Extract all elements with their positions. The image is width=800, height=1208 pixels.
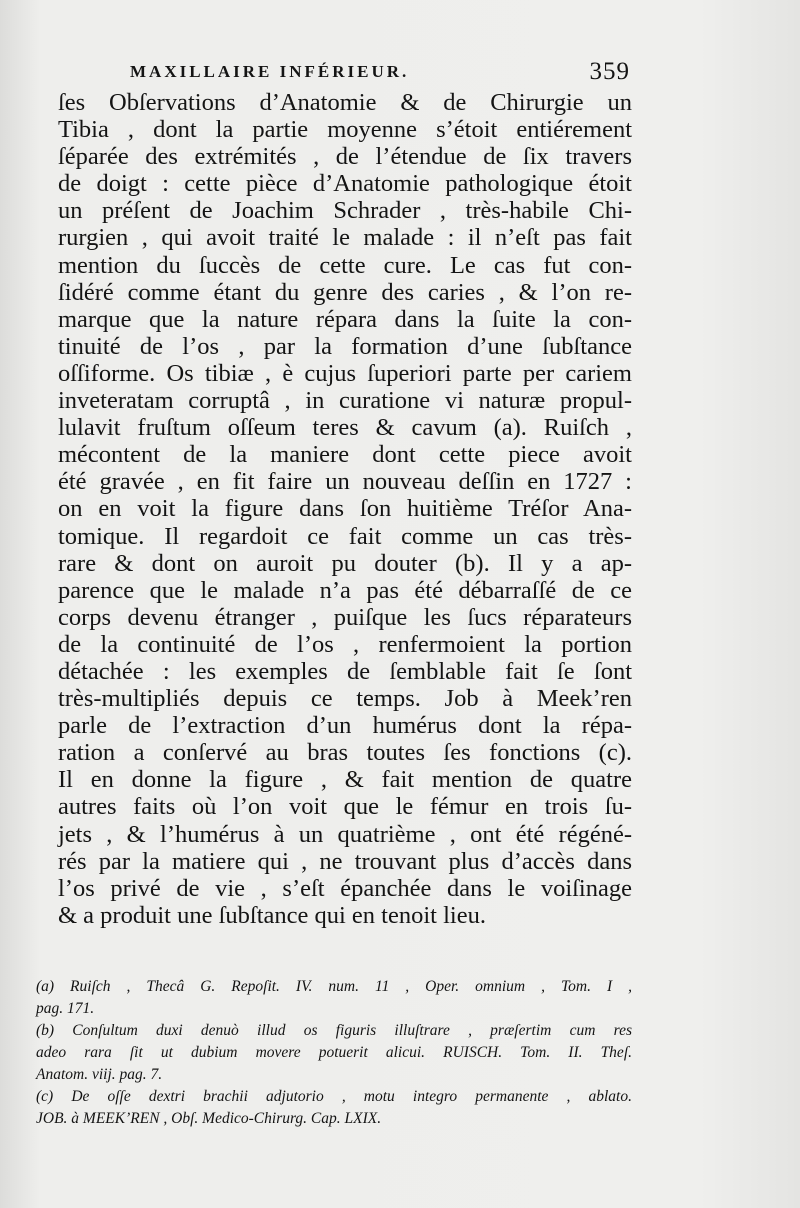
body-line: l’os privé de vie , s’eſt épanchée dans le voiſinage [58, 874, 632, 902]
body-line: de la continuité de l’os , renfermoient la portion [58, 630, 632, 658]
footnote-line: (b) Conſultum duxi denuò illud os figuris illuſtrare , præſertim cum res [36, 1022, 632, 1039]
footnote-line: (c) De oſſe dextri brachii adjutorio , motu integro permanente , ablato. [36, 1088, 632, 1105]
body-line: autres faits où l’on voit que le fémur en trois ſu- [58, 793, 632, 821]
page-number: 359 [589, 58, 630, 85]
body-line: de doigt : cette pièce d’Anatomie pathologique étoit [58, 170, 632, 198]
body-line: & a produit une ſubſtance qui en tenoit lieu. [58, 901, 486, 929]
body-line: mention du ſuccès de cette cure. Le cas fut con- [58, 251, 632, 279]
body-line: parle de l’extraction d’un humérus dont la répa- [58, 712, 632, 740]
body-line: marque que la nature répara dans la ſuite la con- [58, 305, 632, 333]
body-line: lulavit fruſtum oſſeum teres & cavum (a). Ruiſch , [58, 414, 632, 442]
body-line: tomique. Il regardoit ce fait comme un cas très- [58, 522, 632, 550]
footnote-line: pag. 171. [36, 1000, 95, 1017]
footnote-line: adeo rara ſit ut dubium movere potuerit alicui. RUISCH. Tom. II. Theſ. [36, 1044, 632, 1061]
footnotes [36, 976, 632, 1130]
body-line: rare & dont on auroit pu douter (b). Il y a ap- [58, 549, 632, 577]
footnote-line: (a) Ruiſch , Thecâ G. Repoſit. IV. num. 11 , Oper. omnium , Tom. I , [36, 978, 632, 995]
body-line: Il en donne la figure , & fait mention de quatre [58, 766, 632, 794]
body-line: ſes Obſervations d’Anatomie & de Chirurgie un [58, 89, 632, 116]
body-line: parence que le malade n’a pas été débarraſſé de ce [58, 576, 632, 604]
body-line: jets , & l’humérus à un quatrième , ont été régéné- [58, 820, 632, 848]
body-line: Tibia , dont la partie moyenne s’étoit entiérement [58, 116, 632, 144]
body-line: été gravée , en fit faire un nouveau deſſin en 1727 : [58, 468, 632, 496]
body-line: inveteratam corruptâ , in curatione vi naturæ propul- [58, 387, 632, 415]
body-line: ration a conſervé au bras toutes ſes fonctions (c). [58, 739, 632, 767]
body-text [58, 89, 632, 929]
body-line: un préſent de Joachim Schrader , très-habile Chi- [58, 197, 632, 225]
body-line: mécontent de la maniere dont cette piece avoit [58, 441, 632, 469]
footnote-line: JOB. à MEEK’REN , Obſ. Medico-Chirurg. Cap. LXIX. [36, 1110, 382, 1127]
body-line: tinuité de l’os , par la formation d’une ſubſtance [58, 332, 632, 360]
body-line: rurgien , qui avoit traité le malade : il n’eſt pas fait [58, 224, 632, 252]
body-line: détachée : les exemples de ſemblable fait ſe ſont [58, 657, 632, 685]
running-title: MAXILLAIRE INFÉRIEUR. [130, 62, 410, 81]
body-line: corps devenu étranger , puiſque les ſucs réparateurs [58, 603, 632, 631]
body-line: ſidéré comme étant du genre des caries , & l’on re- [58, 278, 632, 306]
footnote-line: Anatom. viij. pag. 7. [36, 1066, 163, 1083]
body-line: très-multipliés depuis ce temps. Job à Meek’ren [58, 685, 632, 713]
body-line: oſſiforme. Os tibiæ , è cujus ſuperiori parte per cariem [58, 359, 632, 387]
body-line: rés par la matiere qui , ne trouvant plus d’accès dans [58, 847, 632, 875]
body-line: ſéparée des extrémités , de l’étendue de ſix travers [58, 143, 632, 171]
body-line: on en voit la figure dans ſon huitième Tréſor Ana- [58, 495, 632, 523]
